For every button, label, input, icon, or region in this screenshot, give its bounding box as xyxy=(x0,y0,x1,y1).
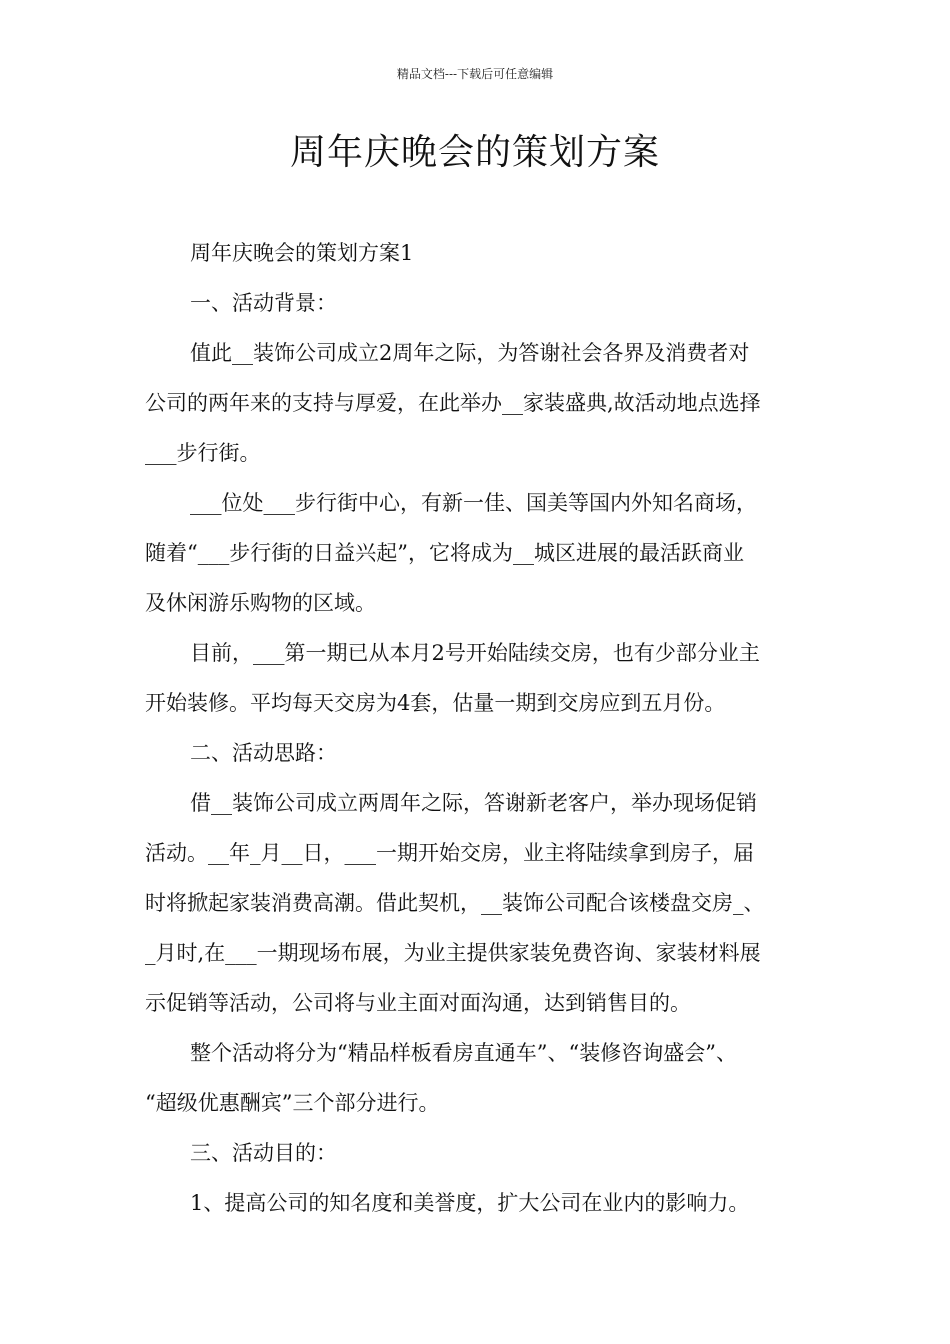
paragraph-line: ___步行街。 xyxy=(145,441,261,465)
paragraph-line: 三、活动目的： xyxy=(190,1141,337,1165)
paragraph-line: “超级优惠酬宾”三个部分进行。 xyxy=(145,1091,440,1115)
paragraph-line: 及休闲游乐购物的区域。 xyxy=(145,591,376,615)
paragraph-line: 目前，___第一期已从本月2号开始陆续交房，也有少部分业主 xyxy=(190,641,760,665)
paragraph-line: ___位处___步行街中心，有新一佳、国美等国内外知名商场， xyxy=(190,491,757,515)
paragraph-line: 1、提高公司的知名度和美誉度，扩大公司在业内的影响力。 xyxy=(190,1191,750,1215)
paragraph-line: 开始装修。平均每天交房为4套，估量一期到交房应到五月份。 xyxy=(145,691,726,715)
paragraph-line: 周年庆晚会的策划方案1 xyxy=(190,241,414,265)
paragraph-line: 公司的两年来的支持与厚爱，在此举办__家装盛典,故活动地点选择 xyxy=(145,391,761,415)
document-title: 周年庆晚会的策划方案 xyxy=(289,132,660,173)
paragraph-line: 示促销等活动，公司将与业主面对面沟通，达到销售目的。 xyxy=(145,991,691,1015)
paragraph-line: 借__装饰公司成立两周年之际，答谢新老客户，举办现场促销 xyxy=(190,791,757,815)
header-note: 精品文档---下载后可任意编辑 xyxy=(396,67,554,81)
paragraph-line: 值此__装饰公司成立2周年之际，为答谢社会各界及消费者对 xyxy=(190,341,750,365)
paragraph-line: 随着“___步行街的日益兴起”，它将成为__城区进展的最活跃商业 xyxy=(145,541,744,565)
paragraph-line: 整个活动将分为“精品样板看房直通车”、“装修咨询盛会”、 xyxy=(190,1041,737,1065)
paragraph-line: 一、活动背景： xyxy=(190,291,337,315)
paragraph-line: 活动。__年_月__日，___一期开始交房，业主将陆续拿到房子，届 xyxy=(145,841,754,865)
paragraph-line: 二、活动思路： xyxy=(190,741,337,765)
document-body xyxy=(145,228,815,1228)
paragraph-line: _月时,在___一期现场布展，为业主提供家装免费咨询、家装材料展 xyxy=(145,941,761,965)
paragraph-line: 时将掀起家装消费高潮。借此契机，__装饰公司配合该楼盘交房_、 xyxy=(145,891,765,915)
